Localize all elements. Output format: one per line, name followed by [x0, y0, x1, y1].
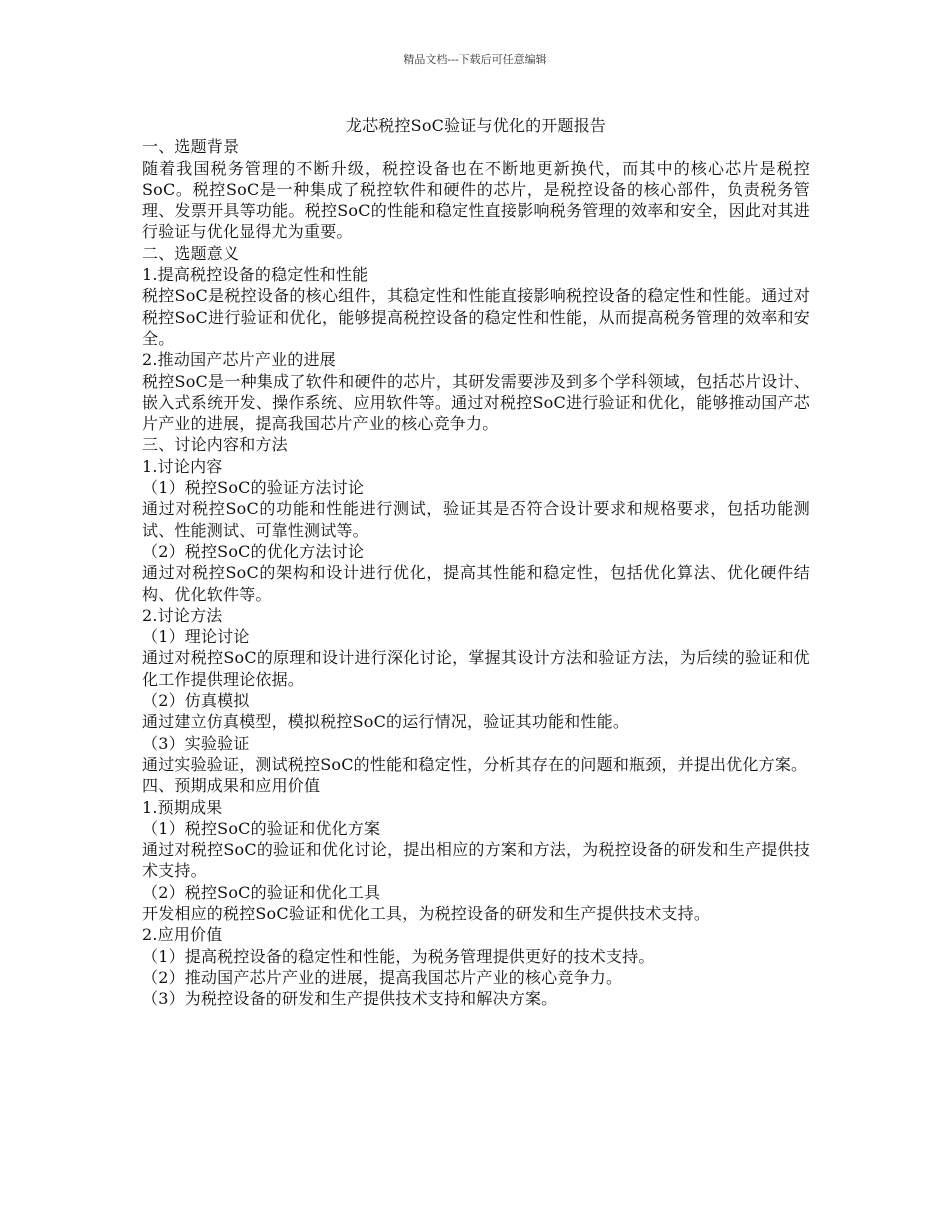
- document-title: 龙芯税控SoC验证与优化的开题报告: [345, 116, 607, 135]
- item-simulation: （2）仿真模拟: [142, 691, 250, 711]
- paragraph-optimization-method: 通过对税控SoC的架构和设计进行优化，提高其性能和稳定性，包括优化算法、优化硬件结构、优化软件等。: [142, 563, 810, 604]
- item-optimization-method: （2）税控SoC的优化方法讨论: [142, 541, 365, 561]
- paragraph-theory: 通过对税控SoC的原理和设计进行深化讨论，掌握其设计方法和验证方法，为后续的验证和优化工作提供理论依据。: [142, 648, 810, 689]
- value-item-2: （2）推动国产芯片产业的进展，提高我国芯片产业的核心竞争力。: [142, 967, 623, 987]
- paragraph-chip-industry: 税控SoC是一种集成了软件和硬件的芯片，其研发需要涉及到多个学科领域，包括芯片设计、嵌入式系统开发、操作系统、应用软件等。通过对税控SoC进行验证和优化，能够推动国产芯片产业的进展，提高我国芯片产业的核心竞争力。: [142, 371, 810, 434]
- section-heading-background: 一、选题背景: [142, 137, 240, 157]
- item-theory: （1）理论讨论: [142, 627, 250, 647]
- paragraph-background: 随着我国税务管理的不断升级，税控设备也在不断地更新换代，而其中的核心芯片是税控SoC。税控SoC是一种集成了税控软件和硬件的芯片，是税控设备的核心部件，负责税务管理、发票开具等功能。税控SoC的性能和稳定性直接影响税务管理的效率和安全，因此对其进行验证与优化显得尤为重要。: [142, 158, 810, 242]
- value-item-3: （3）为税控设备的研发和生产提供技术支持和解决方案。: [142, 989, 558, 1009]
- subheading-content: 1.讨论内容: [142, 456, 223, 476]
- section-heading-outcomes: 四、预期成果和应用价值: [142, 776, 321, 796]
- paragraph-tools: 开发相应的税控SoC验证和优化工具，为税控设备的研发和生产提供技术支持。: [142, 903, 711, 923]
- subheading-application-value: 2.应用价值: [142, 925, 223, 945]
- subheading-chip-industry: 2.推动国产芯片产业的进展: [142, 350, 336, 370]
- item-tools: （2）税控SoC的验证和优化工具: [142, 882, 381, 902]
- subheading-expected-results: 1.预期成果: [142, 797, 223, 817]
- item-experiment: （3）实验验证: [142, 733, 250, 753]
- paragraph-simulation: 通过建立仿真模型，模拟税控SoC的运行情况，验证其功能和性能。: [142, 712, 630, 732]
- subheading-stability: 1.提高税控设备的稳定性和性能: [142, 265, 369, 285]
- item-plan: （1）税控SoC的验证和优化方案: [142, 818, 381, 838]
- value-item-1: （1）提高税控设备的稳定性和性能，为税务管理提供更好的技术支持。: [142, 946, 655, 966]
- page-header-banner: 精品文档---下载后可任意编辑: [403, 53, 547, 66]
- section-heading-significance: 二、选题意义: [142, 243, 240, 263]
- subheading-methods: 2.讨论方法: [142, 605, 223, 625]
- section-heading-content-methods: 三、讨论内容和方法: [142, 435, 288, 455]
- paragraph-plan: 通过对税控SoC的验证和优化讨论，提出相应的方案和方法，为税控设备的研发和生产提供技术支持。: [142, 840, 810, 881]
- paragraph-stability: 税控SoC是税控设备的核心组件，其稳定性和性能直接影响税控设备的稳定性和性能。通过对税控SoC进行验证和优化，能够提高税控设备的稳定性和性能，从而提高税务管理的效率和安全。: [142, 286, 810, 348]
- document-body: [142, 115, 810, 1009]
- item-verification-method: （1）税控SoC的验证方法讨论: [142, 478, 365, 498]
- paragraph-experiment: 通过实验验证，测试税控SoC的性能和稳定性，分析其存在的问题和瓶颈，并提出优化方案。: [142, 754, 808, 774]
- paragraph-verification-method: 通过对税控SoC的功能和性能进行测试，验证其是否符合设计要求和规格要求，包括功能测试、性能测试、可靠性测试等。: [142, 499, 810, 540]
